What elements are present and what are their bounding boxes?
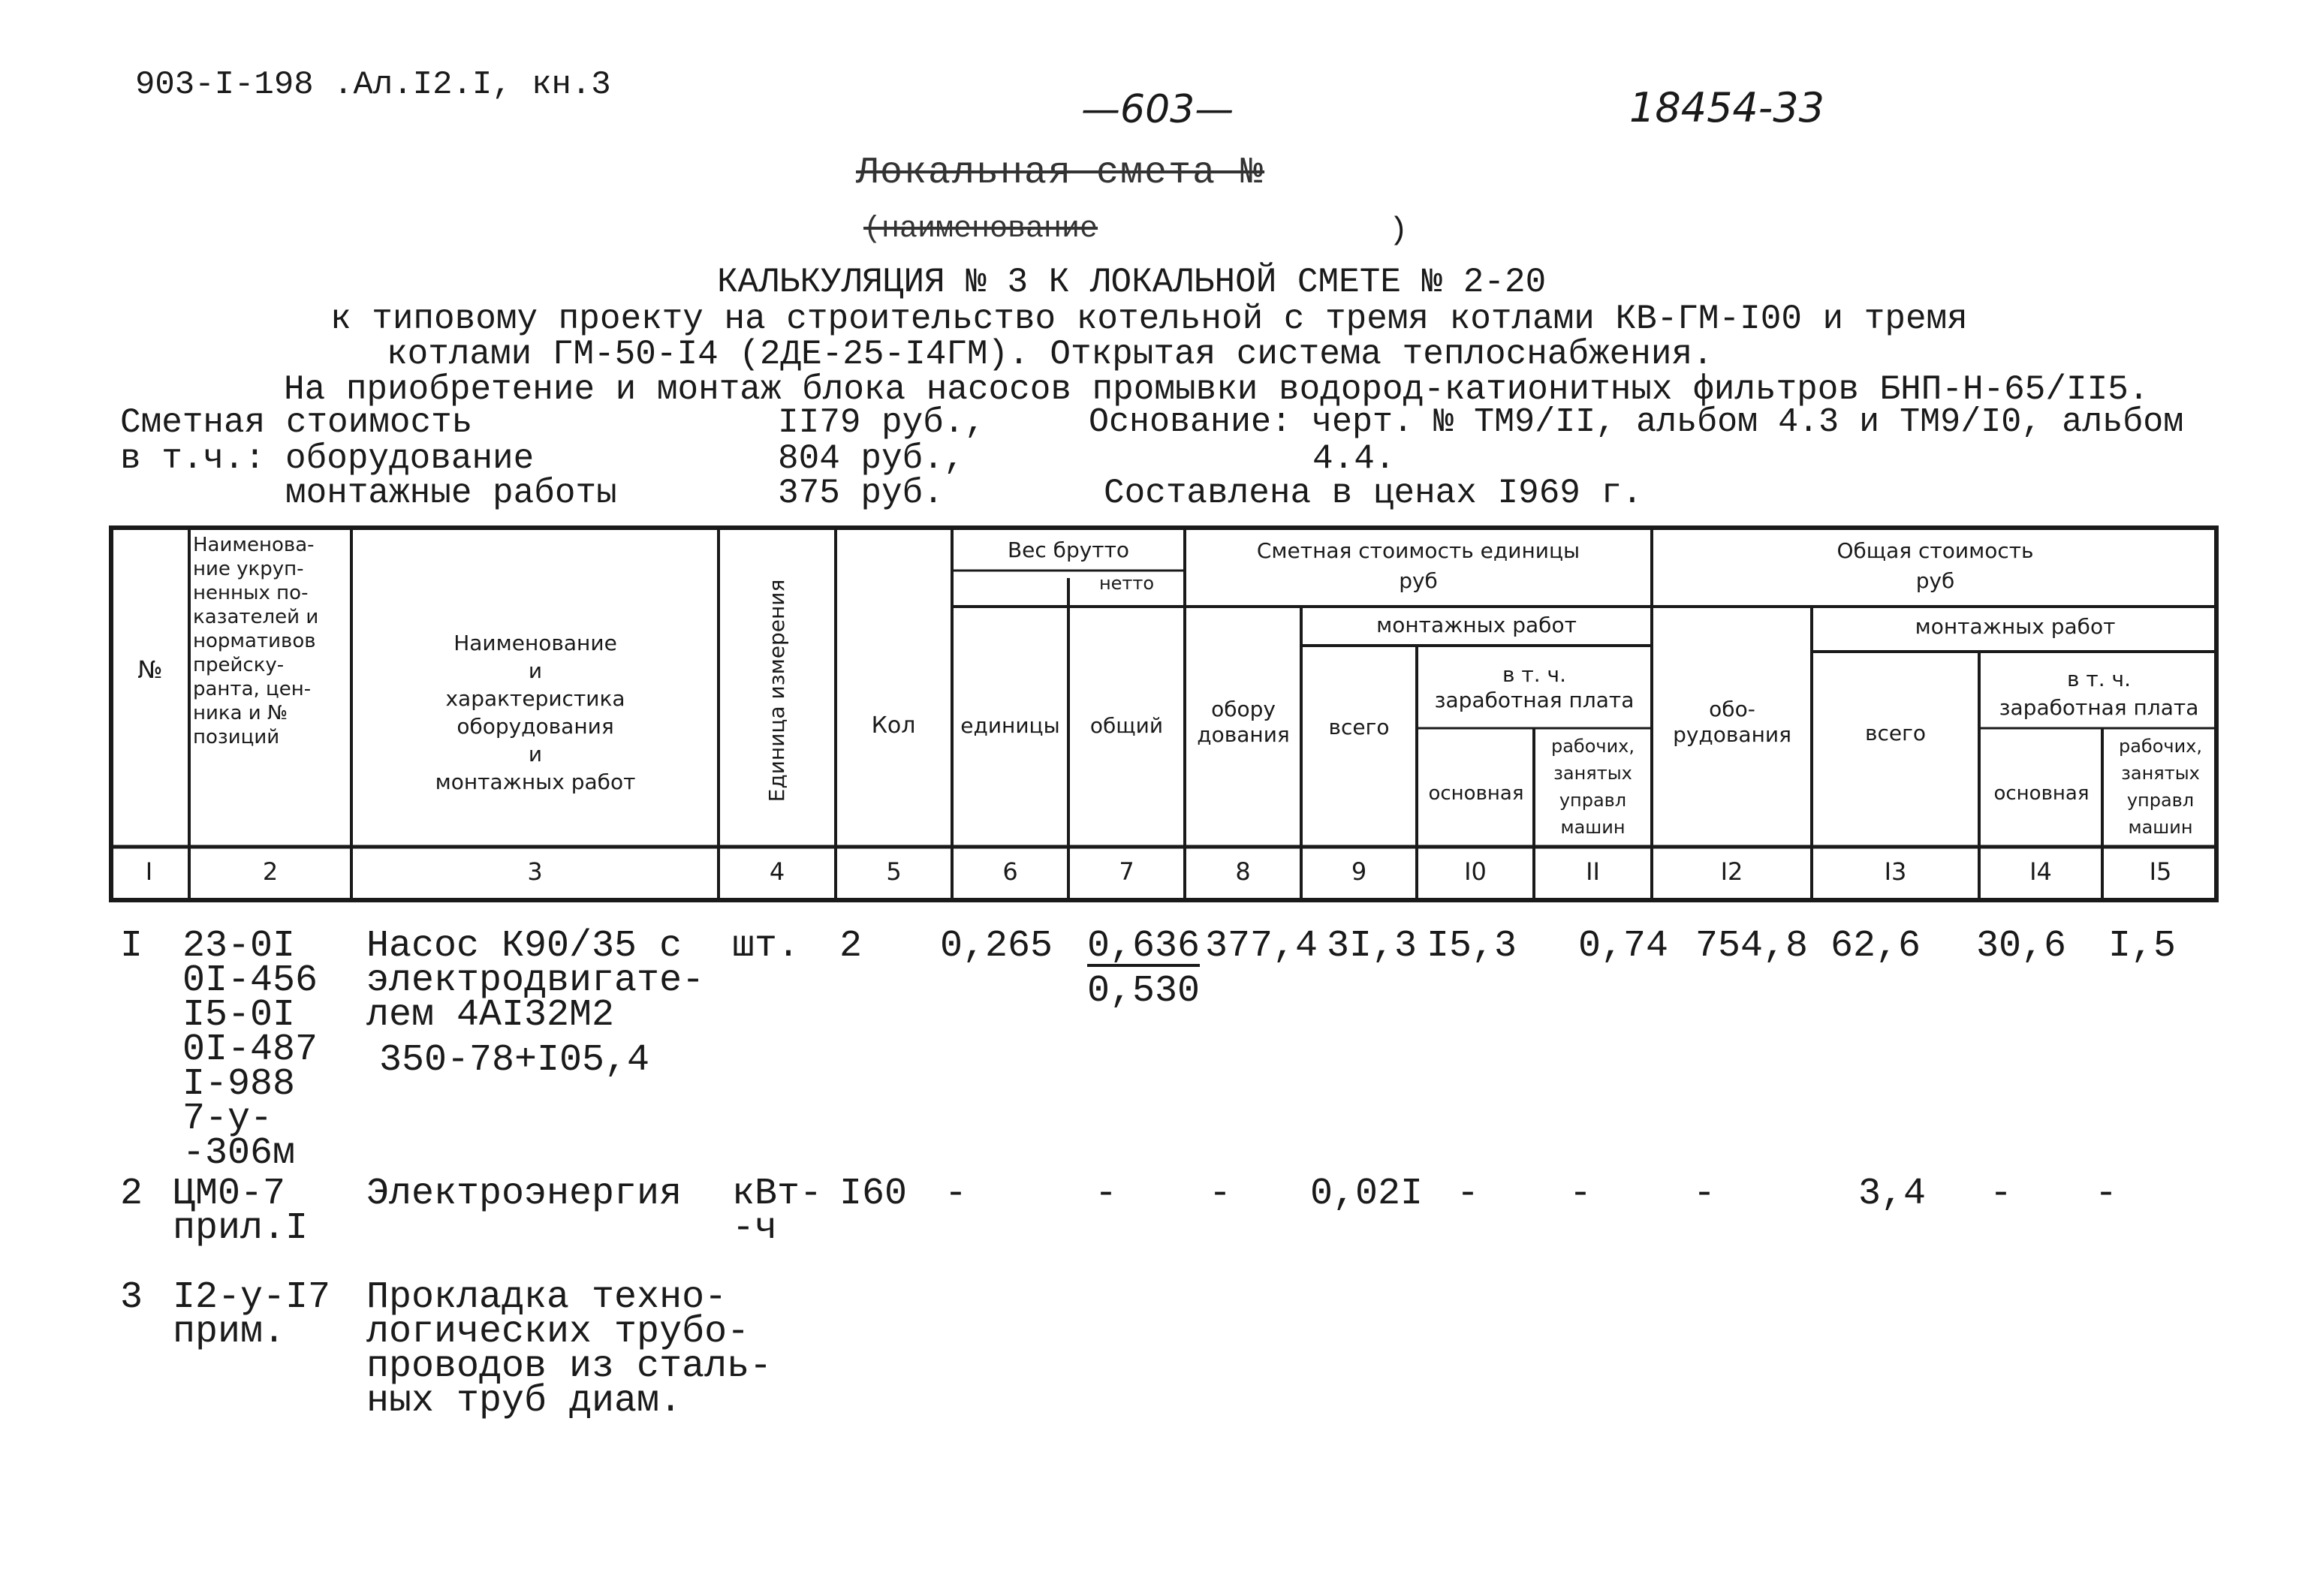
page-number: —603—: [1081, 87, 1234, 132]
row-3-no: 3: [120, 1276, 143, 1319]
col-header-total-install: монтажных работ: [1915, 614, 2116, 639]
col-header-unit-install: монтажных работ: [1376, 613, 1577, 637]
row-2-unit-machine: -: [1569, 1173, 1592, 1215]
row-2-unit-wage: -: [1457, 1173, 1480, 1215]
col-header-weight-unit: единицы: [960, 713, 1060, 738]
col-header-total-wage: в т. ч. заработная плата: [1999, 667, 2199, 720]
row-1-weight-total: 0,636: [1087, 925, 1201, 968]
calculation-title: КАЛЬКУЛЯЦИЯ № 3 К ЛОКАЛЬНОЙ СМЕТЕ № 2-20: [717, 263, 1547, 302]
struck-title-line: Локальная смета №: [856, 152, 1265, 194]
installation-value: 375 руб.: [778, 474, 944, 513]
installation-label: монтажные работы: [285, 474, 617, 513]
row-1-weight-netto: 0,530: [1087, 970, 1201, 1013]
col-header-total-install-total: всего: [1865, 721, 1926, 745]
row-2-weight-unit: -: [945, 1173, 968, 1215]
column-number: 7: [1119, 857, 1134, 886]
row-2-unit-install: 0,02I: [1310, 1173, 1424, 1215]
row-1-total-equipment: 754,8: [1695, 925, 1809, 968]
row-1-unit-machine: 0,74: [1578, 925, 1669, 968]
prices-note: Составлена в ценах I969 г.: [1104, 474, 1643, 513]
col-header-unit-install-total: всего: [1328, 715, 1390, 739]
col-header-total-wage-machine: рабочих, занятых управл машин: [2118, 736, 2203, 838]
col-header-weight-net: нетто: [1098, 573, 1155, 594]
row-1-unit-wage: I5,3: [1427, 925, 1517, 968]
column-number: I0: [1464, 857, 1487, 886]
row-2-total-wage: -: [1990, 1173, 2013, 1215]
column-number: 8: [1235, 857, 1251, 886]
column-number: I: [145, 857, 153, 886]
row-1-price-ref: 350-78+I05,4: [379, 1039, 650, 1082]
row-3-name: Прокладка техно- логических трубо- проводов из сталь- ных труб диам.: [366, 1276, 773, 1423]
row-1-total-install: 62,6: [1830, 925, 1921, 968]
row-2-unit-equipment: -: [1209, 1173, 1232, 1215]
cost-label: Сметная стоимость: [120, 403, 473, 442]
row-2-weight-total: -: [1095, 1173, 1118, 1215]
row-1-unit-equipment: 377,4: [1205, 925, 1318, 968]
row-2-name: Электроэнергия: [366, 1173, 682, 1215]
col-header-name: Наименование и характеристика оборудования и монтажных работ: [435, 631, 636, 794]
col-header-unit-equipment: обору дования: [1197, 697, 1290, 747]
column-number: 2: [262, 857, 279, 886]
archive-number: 18454-33: [1629, 84, 1824, 131]
col-header-no: №: [137, 655, 163, 684]
cost-value: II79 руб.,: [778, 403, 986, 442]
col-header-unit-cost: Сметная стоимость единицы руб: [1256, 538, 1580, 593]
col-header-qty: Кол: [871, 712, 916, 739]
equipment-value: 804 руб.,: [778, 439, 965, 478]
column-number: 6: [1002, 857, 1018, 886]
row-2-code: ЦМ0-7 прил.I: [173, 1173, 309, 1250]
row-1-no: I: [120, 925, 143, 968]
column-number: 3: [527, 857, 543, 886]
row-1-code: 23-0I 0I-456 I5-0I 0I-487 I-988 7-у- -306м: [182, 925, 318, 1175]
column-number: II: [1586, 857, 1600, 886]
column-number: 4: [769, 857, 785, 886]
row-2-total-equipment: -: [1693, 1173, 1716, 1215]
title-line-3: На приобретение и монтаж блока насосов промывки водород-катионитных фильтров БНП-Н-65/II5.: [284, 370, 2150, 409]
col-header-unit-wage: в т. ч. заработная плата: [1434, 662, 1635, 712]
column-number: I5: [2149, 857, 2172, 886]
row-3-code: I2-у-I7 прим.: [173, 1276, 331, 1354]
row-1-qty: 2: [839, 925, 863, 968]
table-header: [109, 525, 2219, 902]
basis-continuation: 4.4.: [1312, 439, 1396, 478]
column-number: I2: [1720, 857, 1743, 886]
row-1-unit-install: 3I,3: [1327, 925, 1418, 968]
row-2-no: 2: [120, 1173, 143, 1215]
title-line-2: котлами ГМ-50-I4 (2ДЕ-25-I4ГМ). Открытая система теплоснабжения.: [387, 335, 1713, 374]
row-2-qty: I60: [839, 1173, 908, 1215]
title-line-1: к типовому проекту на строительство котельной с тремя котлами КВ-ГМ-I00 и тремя: [330, 300, 1968, 339]
col-header-unit-wage-machine: рабочих, занятых управл машин: [1550, 736, 1635, 838]
col-header-code: Наименова- ние укруп- ненных по- казателей и нормативов прейску- ранта, цен- ника и № позиций: [193, 534, 319, 748]
including-label: в т.ч.:: [120, 439, 266, 478]
basis-text: Основание: черт. № ТМ9/II, альбом 4.3 и ТМ9/I0, альбом: [1089, 403, 2184, 441]
col-header-weight-gross: Вес брутто: [1007, 538, 1130, 562]
row-1-total-wage: 30,6: [1976, 925, 2067, 968]
row-2-total-install: 3,4: [1858, 1173, 1927, 1215]
row-1-total-machine: I,5: [2108, 925, 2177, 968]
column-number: 5: [886, 857, 902, 886]
column-number: I4: [2029, 857, 2052, 886]
row-1-weight-unit: 0,265: [940, 925, 1053, 968]
closing-parenthesis: ): [1389, 212, 1409, 248]
col-header-total-cost: Общая стоимость руб: [1836, 538, 2034, 593]
col-header-unit-wage-basic: основная: [1428, 782, 1524, 805]
col-header-total-wage-basic: основная: [1993, 782, 2090, 805]
col-header-total-equipment: обо- рудования: [1673, 697, 1791, 747]
equipment-label: оборудование: [285, 439, 535, 478]
row-1-unit: шт.: [732, 925, 800, 968]
document-code: 903-I-198 .Ал.I2.I, кн.3: [135, 66, 611, 104]
row-2-total-machine: -: [2095, 1173, 2118, 1215]
column-number: 9: [1351, 857, 1367, 886]
column-number: I3: [1884, 857, 1907, 886]
row-1-name: Насос К90/35 с электродвигате- лем 4АI32М2: [366, 925, 705, 1037]
row-2-unit: кВт- -ч: [732, 1173, 823, 1250]
col-header-weight-total: общий: [1089, 713, 1164, 738]
col-header-unit: Единица измерения: [764, 579, 789, 803]
struck-subtitle-line: (наименование: [863, 212, 1098, 246]
